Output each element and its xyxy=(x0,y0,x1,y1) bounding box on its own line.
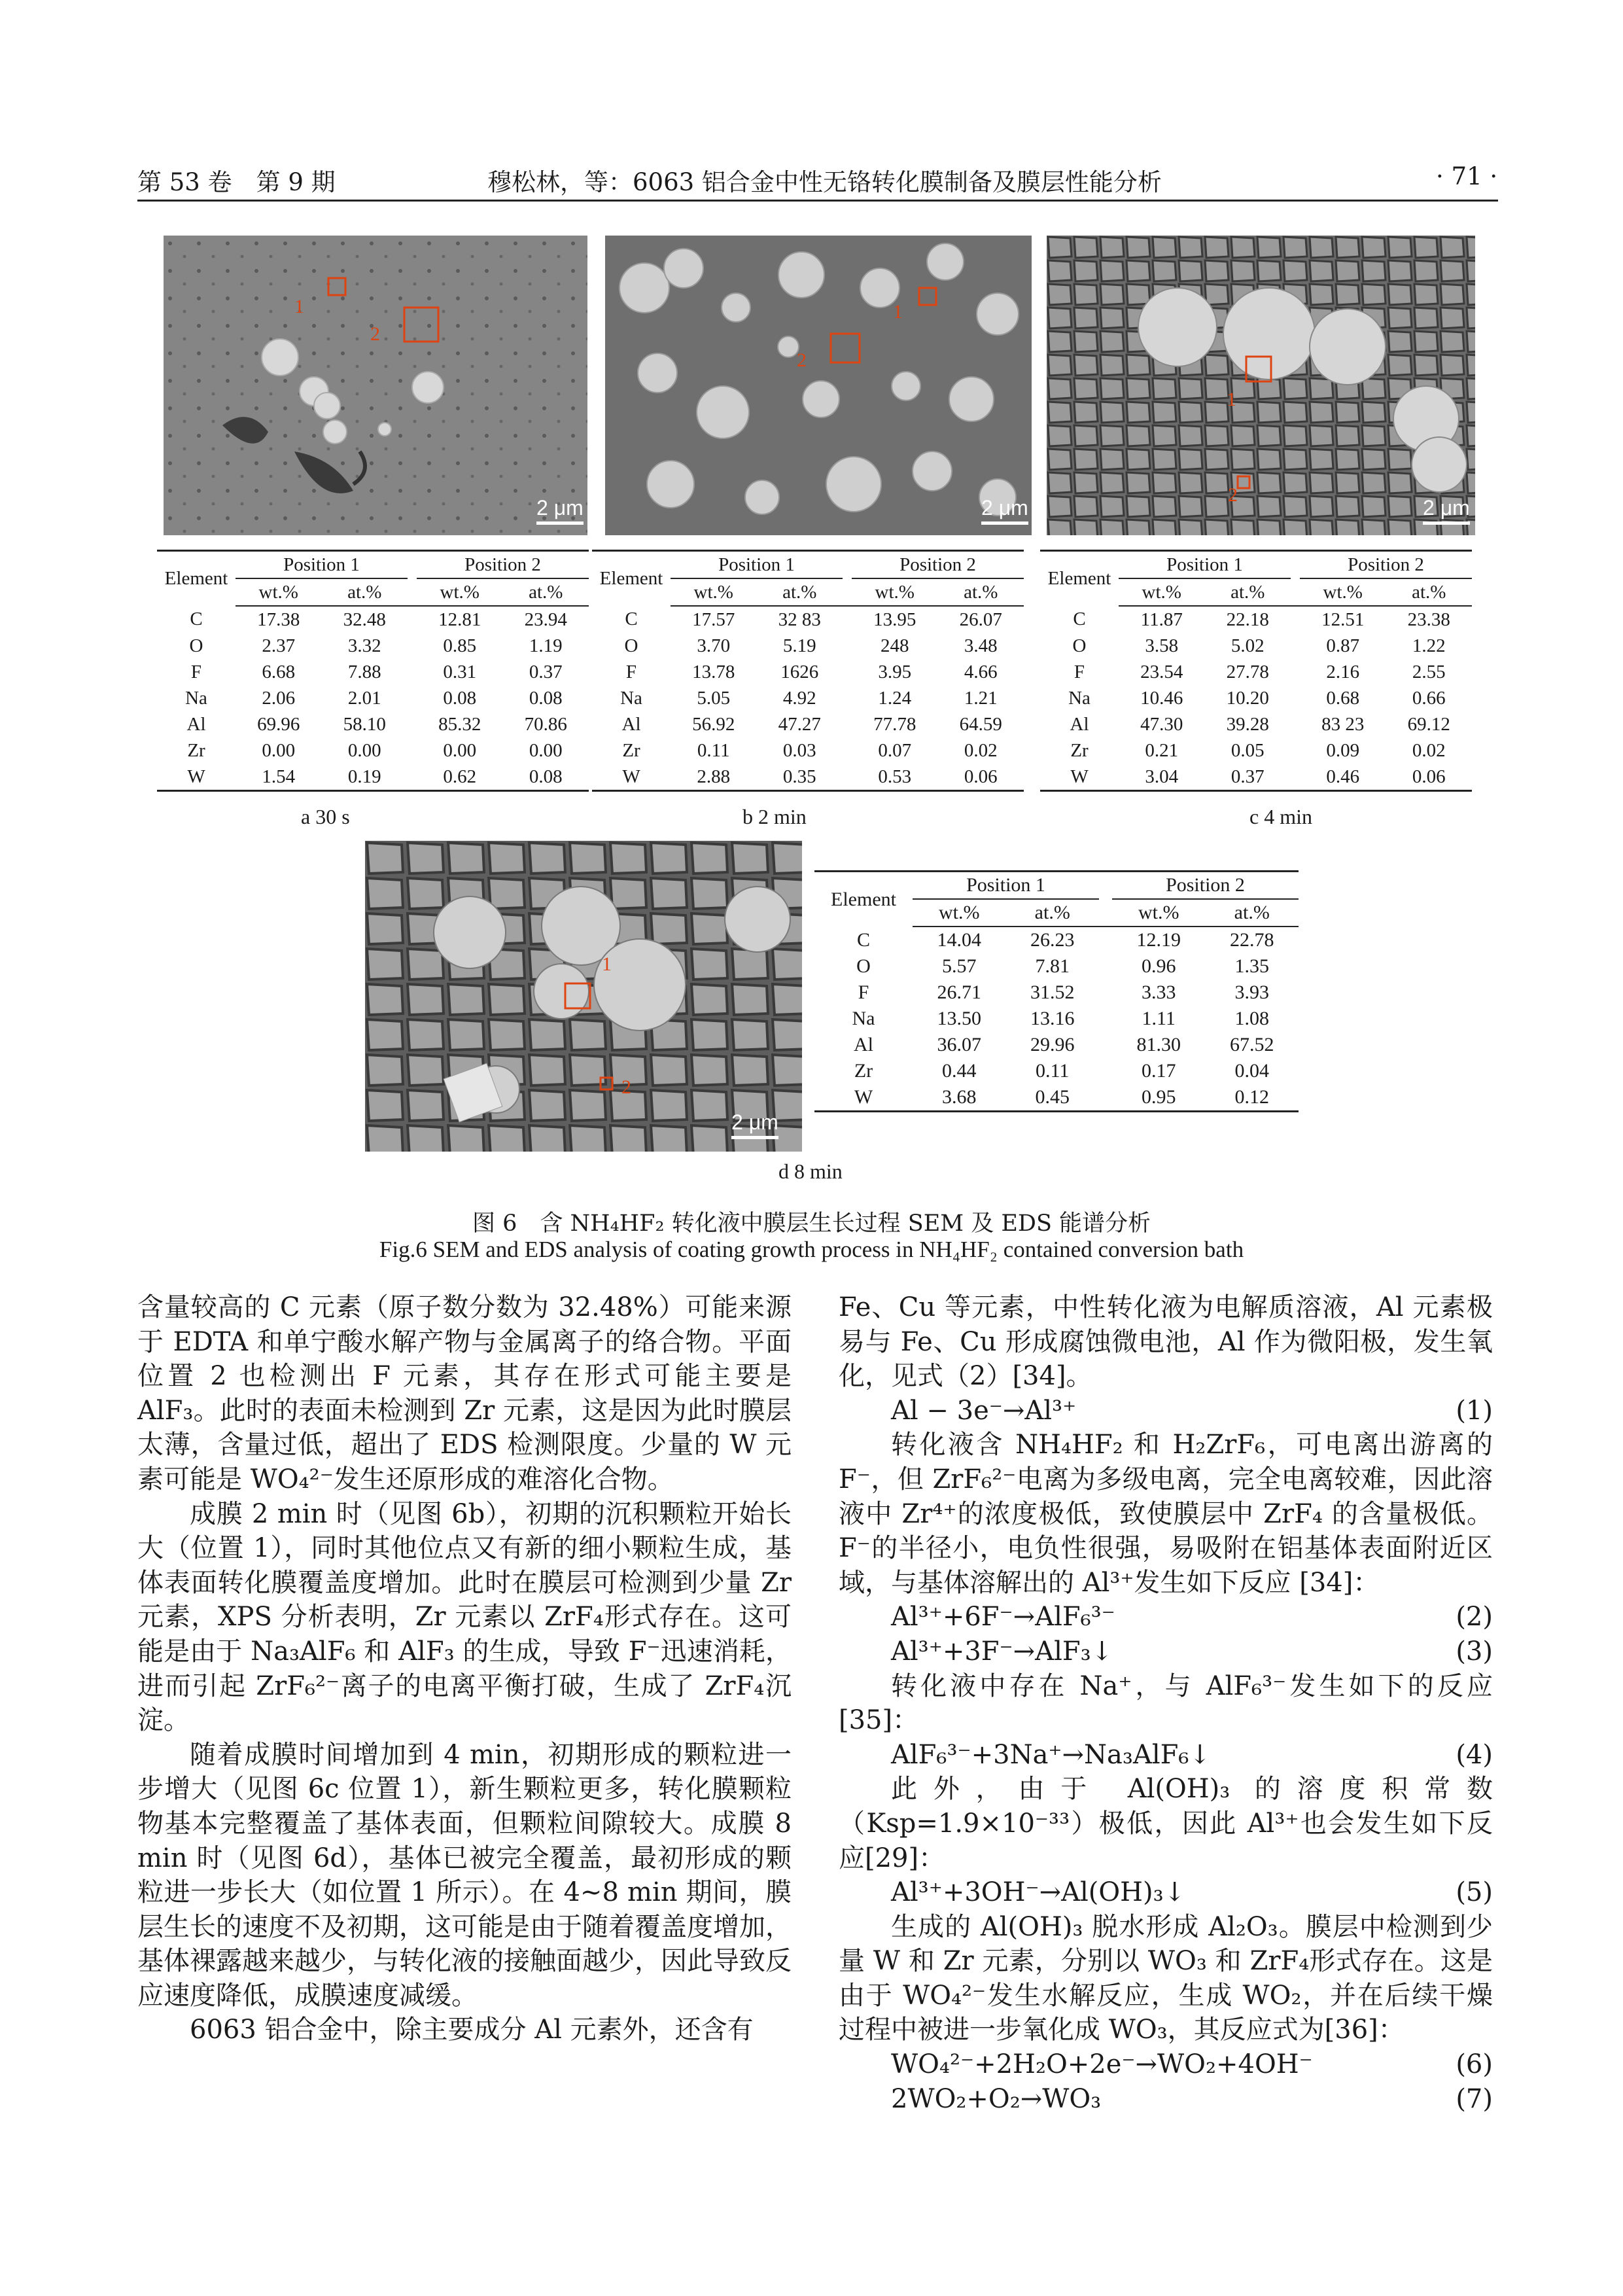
right-para-5: 生成的 Al(OH)₃ 脱水形成 Al₂O₃。膜层中检测到少量 W 和 Zr 元素，分别以 WO₃ 和 ZrF₄形式存在。这是由于 WO₄²⁻发生水解反应，生成 WO₂，并在后续干燥过程中被进一步氧化成 WO₃，其反应式为[36]： xyxy=(839,1911,1493,2045)
sem-image-b xyxy=(605,236,1032,535)
table-cell: 7.81 xyxy=(1035,955,1070,977)
table-row xyxy=(157,764,589,791)
table-cell: 70.86 xyxy=(524,713,567,735)
marker-2-d: 2 xyxy=(621,1076,631,1098)
table-cell: 31.52 xyxy=(1030,981,1075,1003)
table-cell: 17.57 xyxy=(692,609,735,630)
table-cell: 12.81 xyxy=(438,609,481,630)
table-cell: 0.08 xyxy=(503,764,589,791)
right-para-4: 此外，由于 Al(OH)₃ 的溶度积常数（Ksp=1.9×10⁻³³）极低，因此 Al³⁺也会发生如下反应[29]： xyxy=(839,1774,1493,1873)
table-cell: W xyxy=(157,764,236,791)
sem-image-d-svg xyxy=(365,841,802,1152)
table-cell: 0.95 xyxy=(1112,1084,1206,1112)
table-cell: 4.92 xyxy=(782,687,816,709)
table-row xyxy=(592,633,1024,659)
th-wt: wt.% xyxy=(236,578,322,606)
table-cell: 3.48 xyxy=(964,635,998,656)
table-cell: 0.06 xyxy=(1386,764,1473,791)
marker-2-a: 2 xyxy=(370,323,380,345)
th-wt: wt.% xyxy=(1300,578,1386,606)
table-cell: 1.35 xyxy=(1234,955,1269,977)
equation-7: 2WO₂+O₂→WO₃ (7) xyxy=(891,2083,1493,2114)
table-cell: 0.37 xyxy=(529,661,563,682)
table-cell: C xyxy=(1073,609,1086,629)
th-element: Element xyxy=(592,551,671,607)
th-pos1: Position 1 xyxy=(671,551,843,579)
equation-5: Al³⁺+3OH⁻→Al(OH)₃↓ (5) xyxy=(891,1877,1493,1908)
table-cell: 2.55 xyxy=(1412,661,1446,682)
table-cell: 85.32 xyxy=(438,713,481,735)
left-para-2: 成膜 2 min 时（见图 6b），初期的沉积颗粒开始长大（位置 1），同时其他位点又有新的细小颗粒生成，基体表面转化膜覆盖度增加。此时在膜层可检测到少量 Zr 元素，XPS 分析表明，Zr 元素以 ZrF₄形式存在。这可能是由于 Na₃AlF₆ 和 AlF₃ 的生成，导致 F⁻迅速消耗，进而引起 ZrF₆²⁻离子的电离平衡打破，生成了 ZrF₄沉淀。 xyxy=(137,1498,792,1736)
table-row xyxy=(1040,737,1472,764)
table-cell: 1626 xyxy=(780,661,819,682)
table-row xyxy=(1040,711,1472,737)
sem-image-c-svg xyxy=(1047,236,1475,535)
th-at: at.% xyxy=(1205,578,1291,606)
table-cell: 81.30 xyxy=(1136,1034,1181,1055)
sem-image-b-svg xyxy=(605,236,1032,535)
table-cell: Zr xyxy=(854,1060,873,1082)
table-cell: Al xyxy=(854,1034,873,1055)
table-cell: Al xyxy=(621,713,641,735)
table-row xyxy=(157,633,589,659)
table-cell: 3.93 xyxy=(1234,981,1269,1003)
th-wt: wt.% xyxy=(852,578,938,606)
table-cell: 248 xyxy=(881,635,909,656)
table-row xyxy=(157,685,589,711)
table-cell: 3.58 xyxy=(1145,635,1179,656)
th-wt: wt.% xyxy=(1112,899,1206,927)
table-row xyxy=(592,764,1024,791)
th-at: at.% xyxy=(322,578,408,606)
th-wt: wt.% xyxy=(1119,578,1205,606)
marker-1-c: 1 xyxy=(1227,389,1236,410)
th-at: at.% xyxy=(938,578,1024,606)
table-cell: Na xyxy=(1068,687,1091,709)
table-cell: Na xyxy=(852,1008,875,1029)
table-cell: 32.48 xyxy=(343,609,386,630)
table-row xyxy=(814,1006,1299,1032)
table-cell: 83 23 xyxy=(1321,713,1365,735)
subfig-caption-a: a 30 s xyxy=(301,805,350,828)
table-cell: 26.71 xyxy=(937,981,981,1003)
table-cell: 0.08 xyxy=(443,687,477,709)
th-pos2: Position 2 xyxy=(417,551,589,579)
right-column xyxy=(839,1290,1493,2116)
table-cell: 77.78 xyxy=(873,713,916,735)
running-header-left: 第 53 卷 第 9 期 xyxy=(137,168,336,196)
table-cell: Zr xyxy=(187,739,205,761)
table-cell: 2.06 xyxy=(262,687,296,709)
table-cell: 69.12 xyxy=(1407,713,1450,735)
table-cell: 2.37 xyxy=(262,635,296,656)
table-cell: 22.18 xyxy=(1226,609,1269,630)
equation-4: AlF₆³⁻+3Na⁺→Na₃AlF₆↓ (4) xyxy=(891,1739,1493,1770)
table-cell: 0.53 xyxy=(852,764,938,791)
scale-bar-c: 2 μm xyxy=(1423,496,1470,525)
table-row xyxy=(592,685,1024,711)
table-cell: 0.11 xyxy=(697,739,730,761)
scale-bar-a: 2 μm xyxy=(536,496,584,525)
table-cell: 39.28 xyxy=(1226,713,1269,735)
table-cell: 26.23 xyxy=(1030,929,1075,951)
eds-table-c xyxy=(1040,550,1472,792)
figure-caption-cn: 图 6 含 NH₄HF₂ 转化液中膜层生长过程 SEM 及 EDS 能谱分析 xyxy=(472,1210,1151,1237)
table-cell: 0.00 xyxy=(347,739,381,761)
th-wt: wt.% xyxy=(913,899,1006,927)
table-cell: 1.08 xyxy=(1234,1008,1269,1029)
table-cell: 0.02 xyxy=(1412,739,1446,761)
table-cell: 3.95 xyxy=(878,661,912,682)
table-cell: 5.19 xyxy=(782,635,816,656)
equation-3: Al³⁺+3F⁻→AlF₃↓ (3) xyxy=(891,1636,1493,1667)
th-wt: wt.% xyxy=(417,578,503,606)
table-cell: 23.54 xyxy=(1140,661,1183,682)
subfig-caption-d: d 8 min xyxy=(778,1159,843,1183)
table-cell: 0.09 xyxy=(1326,739,1360,761)
table-cell: 1.24 xyxy=(878,687,912,709)
table-cell: 0.68 xyxy=(1326,687,1360,709)
table-cell: 0.07 xyxy=(878,739,912,761)
table-cell: 7.88 xyxy=(347,661,381,682)
table-cell: 0.66 xyxy=(1412,687,1446,709)
table-cell: C xyxy=(190,609,203,629)
table-cell: 64.59 xyxy=(959,713,1002,735)
eds-table-a xyxy=(157,550,589,792)
table-cell: 0.37 xyxy=(1205,764,1291,791)
table-cell: 0.21 xyxy=(1145,739,1179,761)
table-cell: 6.68 xyxy=(262,661,296,682)
table-cell: 0.04 xyxy=(1234,1060,1269,1082)
table-cell: Na xyxy=(185,687,207,709)
th-pos2: Position 2 xyxy=(1300,551,1472,579)
th-pos1: Position 1 xyxy=(236,551,408,579)
sem-image-a xyxy=(164,236,587,535)
marker-1-d: 1 xyxy=(602,953,612,975)
table-row xyxy=(157,711,589,737)
table-cell: 0.17 xyxy=(1142,1060,1176,1082)
table-cell: 47.27 xyxy=(778,713,821,735)
table-cell: 13.95 xyxy=(873,609,916,630)
eds-table-d xyxy=(814,870,1299,1112)
th-at: at.% xyxy=(503,578,589,606)
table-cell: 0.46 xyxy=(1300,764,1386,791)
table-cell: 2.88 xyxy=(671,764,757,791)
right-para-1: Fe、Cu 等元素，中性转化液为电解质溶液，Al 元素极易与 Fe、Cu 形成腐蚀微电池，Al 作为微阳极，发生氧化，见式（2）[34]。 xyxy=(839,1292,1493,1392)
table-cell: 32 83 xyxy=(778,609,821,630)
table-cell: 3.32 xyxy=(347,635,381,656)
table-cell: 5.05 xyxy=(697,687,731,709)
table-cell: 4.66 xyxy=(964,661,998,682)
th-element: Element xyxy=(1040,551,1119,607)
th-at: at.% xyxy=(1006,899,1100,927)
table-cell: 10.20 xyxy=(1226,687,1269,709)
th-pos1: Position 1 xyxy=(1119,551,1291,579)
table-cell: 0.00 xyxy=(262,739,296,761)
left-para-4: 6063 铝合金中，除主要成分 Al 元素外，还含有 xyxy=(190,2015,754,2045)
table-cell: F xyxy=(858,981,869,1003)
table-cell: Na xyxy=(620,687,642,709)
table-row xyxy=(814,980,1299,1006)
subfig-caption-c: c 4 min xyxy=(1249,805,1312,828)
table-row xyxy=(1040,685,1472,711)
th-at: at.% xyxy=(757,578,843,606)
table-cell: F xyxy=(1073,661,1085,682)
th-pos1: Position 1 xyxy=(913,872,1099,900)
table-cell: 17.38 xyxy=(257,609,300,630)
table-cell: C xyxy=(625,609,638,629)
table-cell: O xyxy=(1072,635,1087,656)
table-row xyxy=(1040,659,1472,685)
table-cell: O xyxy=(624,635,638,656)
table-cell: 12.19 xyxy=(1136,929,1181,951)
table-cell: 3.70 xyxy=(697,635,731,656)
table-cell: 0.19 xyxy=(322,764,408,791)
table-cell: 11.87 xyxy=(1140,609,1183,630)
table-row xyxy=(814,953,1299,980)
table-cell: O xyxy=(856,955,871,977)
running-header-title: 穆松林，等：6063 铝合金中性无铬转化膜制备及膜层性能分析 xyxy=(487,168,1162,196)
table-cell: 0.96 xyxy=(1142,955,1176,977)
table-cell: 1.54 xyxy=(236,764,322,791)
sem-image-c xyxy=(1047,236,1475,535)
eds-table-b xyxy=(592,550,1024,792)
th-pos2: Position 2 xyxy=(1112,872,1299,900)
scale-bar-d: 2 μm xyxy=(731,1110,778,1139)
table-cell: 5.02 xyxy=(1230,635,1265,656)
table-cell: 0.11 xyxy=(1036,1060,1070,1082)
right-para-3: 转化液中存在 Na⁺，与 AlF₆³⁻发生如下的反应[35]： xyxy=(839,1670,1493,1736)
table-cell: 3.68 xyxy=(913,1084,1006,1112)
table-cell: 0.12 xyxy=(1206,1084,1299,1112)
table-cell: W xyxy=(1040,764,1119,791)
table-cell: 12.51 xyxy=(1321,609,1365,630)
right-para-2: 转化液含 NH₄HF₂ 和 H₂ZrF₆，可电离出游离的 F⁻，但 ZrF₆²⁻电离为多级电离，完全电离较难，因此溶液中 Zr⁴⁺的浓度极低，致使膜层中 ZrF₄ 的含量极低。F⁻的半径小，电负性很强，易吸附在铝基体表面附近区域，与基体溶解出的 Al³⁺发生如下反应 [34]： xyxy=(839,1430,1493,1598)
table-row xyxy=(592,659,1024,685)
table-cell: 13.50 xyxy=(937,1008,981,1029)
table-row xyxy=(592,606,1024,633)
table-cell: Zr xyxy=(622,739,640,761)
table-row xyxy=(814,1058,1299,1084)
table-cell: 13.78 xyxy=(692,661,735,682)
table-cell: C xyxy=(856,928,870,951)
th-element: Element xyxy=(814,872,913,927)
table-cell: 0.03 xyxy=(782,739,816,761)
sem-image-d xyxy=(365,841,802,1152)
table-cell: 27.78 xyxy=(1226,661,1269,682)
table-cell: W xyxy=(814,1084,913,1112)
th-pos2: Position 2 xyxy=(852,551,1024,579)
table-cell: 0.00 xyxy=(443,739,477,761)
table-cell: 5.57 xyxy=(942,955,977,977)
table-cell: 23.38 xyxy=(1407,609,1450,630)
th-element: Element xyxy=(157,551,236,607)
table-cell: 69.96 xyxy=(257,713,300,735)
th-wt: wt.% xyxy=(671,578,757,606)
table-cell: 0.00 xyxy=(529,739,563,761)
equation-1: Al − 3e⁻→Al³⁺ (1) xyxy=(891,1395,1493,1426)
left-para-3: 随着成膜时间增加到 4 min，初期形成的颗粒进一步增大（见图 6c 位置 1），新生颗粒更多，转化膜颗粒物基本完整覆盖了基体表面，但颗粒间隙较大。成膜 8 min 时（见图 6d），基体已被完全覆盖，最初形成的颗粒进一步长大（如位置 1 所示）。在 4~8 min 期间，膜层生长的速度不及初期，这可能是由于随着覆盖度增加，基体裸露越来越少，与转化液的接触面越少，因此导致反应速度降低，成膜速度减缓。 xyxy=(137,1739,792,2011)
table-cell: Al xyxy=(186,713,206,735)
table-cell: 29.96 xyxy=(1030,1034,1075,1055)
table-row xyxy=(157,659,589,685)
table-cell: 0.06 xyxy=(938,764,1024,791)
table-cell: 36.07 xyxy=(937,1034,981,1055)
scale-bar-b: 2 μm xyxy=(981,496,1028,525)
table-cell: 14.04 xyxy=(937,929,981,951)
marker-2-b: 2 xyxy=(797,349,807,371)
th-at: at.% xyxy=(1206,899,1299,927)
figure-caption-en: Fig.6 SEM and EDS analysis of coating growth process in NH₄HF₂ contained conversion bath xyxy=(379,1237,1244,1262)
table-cell: 0.45 xyxy=(1006,1084,1100,1112)
running-header-page: · 71 · xyxy=(1436,162,1498,190)
table-cell: 0.31 xyxy=(443,661,477,682)
table-cell: F xyxy=(190,661,202,682)
left-column xyxy=(137,1290,792,2047)
marker-1-a: 1 xyxy=(294,296,304,317)
table-row xyxy=(592,711,1024,737)
table-cell: 23.94 xyxy=(524,609,567,630)
equation-2: Al³⁺+6F⁻→AlF₆³⁻ (2) xyxy=(891,1602,1493,1633)
table-row xyxy=(157,606,589,633)
table-row xyxy=(1040,606,1472,633)
table-cell: 58.10 xyxy=(343,713,386,735)
marker-1-b: 1 xyxy=(893,301,903,323)
table-cell: 1.11 xyxy=(1142,1008,1176,1029)
table-cell: 2.16 xyxy=(1326,661,1360,682)
subfig-caption-b: b 2 min xyxy=(742,805,807,828)
left-para-1: 含量较高的 C 元素（原子数分数为 32.48%）可能来源于 EDTA 和单宁酸水解产物与金属离子的络合物。平面位置 2 也检测出 F 元素，其存在形式可能主要是 AlF₃。此时的表面未检测到 Zr 元素，这是因为此时膜层太薄，含量过低，超出了 EDS 检测限度。少量的 W 元素可能是 WO₄²⁻发生还原形成的难溶化合物。 xyxy=(137,1292,792,1494)
table-cell: 47.30 xyxy=(1140,713,1183,735)
table-cell: 13.16 xyxy=(1030,1008,1075,1029)
table-cell: 0.87 xyxy=(1326,635,1360,656)
table-cell: 0.44 xyxy=(942,1060,977,1082)
table-cell: Zr xyxy=(1070,739,1089,761)
table-cell: 3.33 xyxy=(1142,981,1176,1003)
table-row xyxy=(1040,764,1472,791)
table-cell: 0.62 xyxy=(417,764,503,791)
table-row xyxy=(157,737,589,764)
table-cell: 56.92 xyxy=(692,713,735,735)
table-cell: 26.07 xyxy=(959,609,1002,630)
table-cell: 0.02 xyxy=(964,739,998,761)
table-cell: O xyxy=(189,635,203,656)
sem-image-a-svg xyxy=(164,236,587,535)
table-cell: 0.35 xyxy=(757,764,843,791)
table-cell: 67.52 xyxy=(1230,1034,1274,1055)
table-row xyxy=(814,927,1299,953)
th-at: at.% xyxy=(1386,578,1473,606)
table-row xyxy=(814,1032,1299,1058)
table-cell: 2.01 xyxy=(347,687,381,709)
table-cell: 0.05 xyxy=(1230,739,1265,761)
table-cell: 0.85 xyxy=(443,635,477,656)
table-cell: 10.46 xyxy=(1140,687,1183,709)
table-cell: F xyxy=(625,661,637,682)
table-cell: 1.22 xyxy=(1412,635,1446,656)
equation-6: WO₄²⁻+2H₂O+2e⁻→WO₂+4OH⁻ (6) xyxy=(891,2049,1493,2080)
table-cell: 1.19 xyxy=(529,635,563,656)
table-cell: 22.78 xyxy=(1230,929,1274,951)
table-cell: Al xyxy=(1070,713,1089,735)
header-rule xyxy=(137,200,1498,202)
table-cell: 0.08 xyxy=(529,687,563,709)
marker-2-c: 2 xyxy=(1228,484,1238,506)
table-row xyxy=(592,737,1024,764)
table-cell: 3.04 xyxy=(1119,764,1205,791)
table-row xyxy=(1040,633,1472,659)
table-row xyxy=(814,1084,1299,1112)
table-cell: W xyxy=(592,764,671,791)
table-cell: 1.21 xyxy=(964,687,998,709)
